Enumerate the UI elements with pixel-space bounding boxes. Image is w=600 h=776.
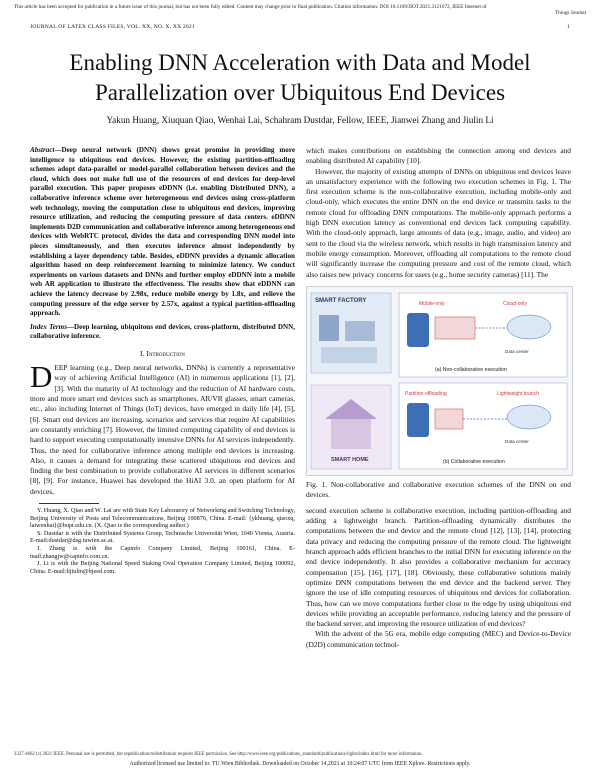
factory-machine-icon	[319, 315, 339, 341]
abstract	[30, 146, 295, 319]
house-icon	[331, 419, 371, 449]
title-line-2: Parallelization over Ubiquitous End Devices	[94, 80, 506, 105]
paragraph: However, the majority of existing attempts of DNNs on ubiquitous end devices leave an unsatisfactory experience with the following two execution schemes in Fig. 1. The first execution scheme is the non-collaborative execution, including mobile-only and cloud-only, which executes the entire DNN on the end device or transmits tasks to the remote cloud for offloading DNN computations. The mobile-only approach performs a high DNN execution latency as conventional end devices lack computing capability. With the cloud-only approach, large amounts of data (e.g., image, audio, and video) are sent to the cloud via the wireless network, which results in high transmission latency and mobile energy consumption. Moreover, offloading all computations to the remote cloud will significantly increase the computing pressure and cost of the remote cloud, which also raises new privacy concerns for users (e.g., home security cameras) [11]. The	[306, 166, 571, 279]
intro-paragraph	[30, 359, 295, 497]
smart-home-label: SMART HOME	[331, 456, 369, 463]
section-heading: I. Introduction	[140, 348, 185, 358]
data-center-label: Data center	[505, 438, 529, 444]
factory-robot-icon	[345, 321, 375, 341]
running-header	[30, 24, 570, 30]
index-terms	[30, 323, 295, 342]
footnote: J. Zhang is with the Capinfo Company Limited, Beijing 100161, China. E-mail:zhangjw@capinfo.com.cn.	[30, 545, 295, 560]
paragraph: which makes contributions on establishing the connection among end devices and enabling distributed AI capability [10].	[306, 146, 571, 166]
paper-title	[20, 48, 580, 108]
page-number: 1	[567, 24, 570, 30]
cloud-icon	[507, 405, 551, 429]
figure-caption: Fig. 1. Non-collaborative and collaborative execution schemes of the DNN on end devices.	[306, 479, 571, 499]
drop-cap: D	[30, 359, 53, 395]
data-center-label: Data center	[505, 348, 529, 354]
mobile-only-label: Mobile-only	[419, 300, 445, 307]
author-list: Yakun Huang, Xiuquan Qiao, Wenhai Lai, Schahram Dustdar, Fellow, IEEE, Jianwei Zhang and Jiulin Li	[106, 115, 494, 125]
paragraph: With the advent of the 5G era, mobile edge computing (MEC) and Device-to-Device (D2D) communication technol-	[306, 629, 571, 649]
footnote: J. Li is with the Beijing National Speed Staking Oval Operation Company Limited, Beijing 100092, China. E-mail:lijiulin@bjeed.com.	[30, 560, 295, 575]
figure-diagram	[307, 287, 572, 475]
partition-block-icon	[435, 409, 463, 429]
abstract-label: Abstract	[30, 146, 55, 154]
index-terms-label: Index Terms	[30, 322, 67, 331]
smart-factory-label: SMART FACTORY	[315, 297, 367, 304]
left-column	[30, 146, 295, 575]
figure-1	[306, 286, 573, 476]
copyright-footer: 2327-4662 (c) 2021 IEEE. Personal use is permitted, but republication/redistribution requires IEEE permission. See http://www.ieee.org/publications_standards/publications/rights/index.html for more information.	[14, 752, 423, 757]
publication-notice	[14, 4, 586, 17]
footnote: S. Dustdar is with the Distributed Systems Group, Technische Universität Wien, 1040 Vienna, Austria. E-mail:dustdar@dsg.tuwien.ac.at.	[30, 529, 295, 545]
right-column	[306, 146, 571, 650]
index-terms-text: —Deep learning, ubiquitous end devices, cross-platform, distributed DNN, collaborative inference.	[30, 322, 295, 341]
abstract-text: —Deep neural network (DNN) shows great promise in providing more intelligence to ubiquitous end devices. However, the existing partition-offloading schemes adopt data-parallel or model-parallel collaboration between devices and the cloud, which does not make full use of the resources of end devices for deep-level parallel execution. This paper proposes eDDNN (i.e. enabling Distributed DNN), a collaborative inference scheme over heterogeneous end devices using cross-platform web technology, moving the computation close to ubiquitous end devices, improving resource utilization, and reducing the computing pressure of data centers. eDDNN implements D2D communication and collaborative inference among heterogeneous end devices with WebRTC protocol, divides the data and corresponding DNN model into pieces simultaneously, and then executes inference almost independently by establishing a layer dependency table. Besides, eDDNN provides a dynamic allocation algorithm based on deep reinforcement learning to minimize latency. We conduct experiments on various datasets and DNNs and further employ eDDNN into a mobile web AR application to illustrate the effectiveness. The results show that eDDNN can achieve the latency decrease by 2.98x, reduce mobile energy by 1.8x, and relieve the computing pressure of the edge server by 2.57x, against a typical partition-offloading approach.	[30, 146, 295, 318]
journal-name: JOURNAL OF LATEX CLASS FILES, VOL. XX, NO. X, XX 2021	[30, 24, 195, 30]
cloud-only-label: Cloud-only	[503, 300, 527, 307]
footnote: Y. Huang, X. Qiao and W. Lai are with State Key Laboratory of Networking and Switching Technology, Beijing University of Posts and Telecommunications, Beijing 100876, China. E-mail: {ykhuang, qiaoxq, laiwenhai}@bupt.edu.cn. (X. Qiao is the corresponding author.)	[30, 507, 295, 530]
lightweight-branch-label: Lightweight branch	[497, 390, 539, 397]
cloud-icon	[507, 315, 551, 339]
license-footer: Authorized licensed use limited to: TU Wien Bibliothek. Downloaded on October 14,2021 at 10:24:07 UTC from IEEE Xplore. Restrictions apply.	[129, 761, 471, 767]
subfigure-a-caption: (a) Non-collaborative execution	[435, 366, 507, 373]
intro-text: EEP learning (e.g., Deep neural networks, DNNs) is currently a representative way of achieving Artificial Intelligence (AI) in numerous applications [1], [2], [3]. With the maturity of AI technology and the reduction of AI hardware costs, more and more smart end devices such as smartphones, AR/VR glasses, smart cameras, etc., also including Internet of Things (IoT) devices, have emerged in daily life [4], [5], [6]. Smart end devices are increasing, scenarios and services that require AI capabilities are constantly enriching [7]. However, the limited computing capability of end devices is hard to support executing computationally intensive DNNs for AI services independently. Thus, the need for collaborative inference among multiple end devices is increasing. Also, it causes a demand for integrating these scattered ubiquitous end devices and finding the best combination to provide collaborative AI services in different scenarios [8], [9]. For instance, Huawei has developed the HiAI 3.0, an open platform for AI devices,	[30, 363, 295, 496]
notice-text-end: Things Journal	[555, 10, 586, 17]
dnn-block-icon	[435, 317, 475, 339]
factory-conveyor-icon	[321, 347, 377, 363]
phone-icon	[407, 313, 429, 347]
notice-text: This article has been accepted for publication in a future issue of this journal, but has not been fully edited. Content may change prior to final publication. Citation information: DOI 10.1109/JIOT.2021.3121672, IEEE Internet of	[14, 4, 487, 10]
paragraph: second execution scheme is collaborative execution, including partition-offloading and adding a lightweight branch. Partition-offloading dynamically distributes the computations between the end device and the remote cloud [12], [13], [14], protecting data privacy and reducing the computing pressure of the remote cloud. The lightweight branch approach adds efficient branches to the initial DNN for executing inference on the end device independently. It also provides a collaborative mechanism for accuracy compensation [15], [16], [17], [18]. Obviously, these collaborative solutions mainly optimize DNN computations between the end device and the backend server. They ignore the use of idle computing resources of ubiquitous end devices for collaboration. Thus, how can we move computations further close to the edge by using ubiquitous end devices while providing an acceptable performance, reducing latency and the pressure of the backend server, and improving the resource utilization of end devices?	[306, 505, 571, 629]
footnote-rule	[39, 503, 99, 504]
title-line-1: Enabling DNN Acceleration with Data and Model	[69, 50, 531, 75]
subfigure-b-caption: (b) Collaborative execution	[443, 458, 505, 465]
phone-icon	[407, 403, 429, 437]
partition-offloading-label: Partition-offloading	[405, 390, 447, 397]
